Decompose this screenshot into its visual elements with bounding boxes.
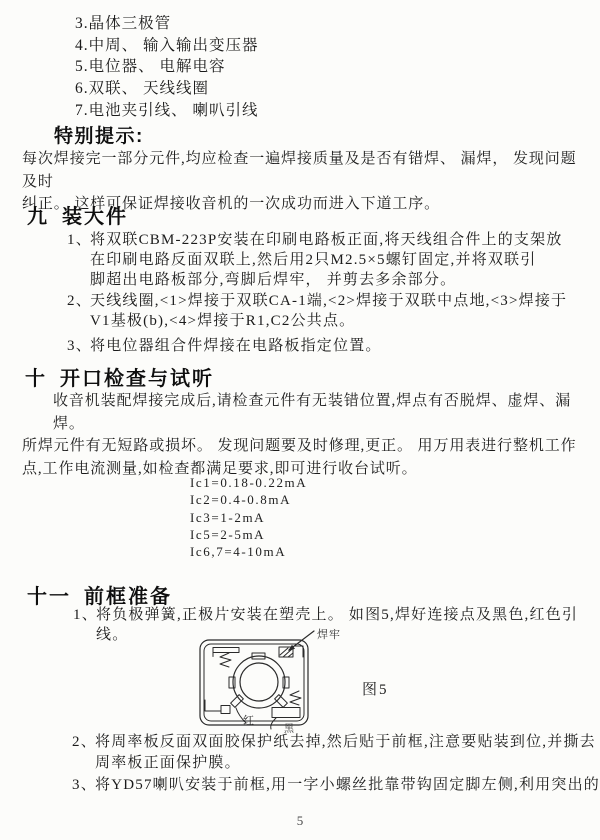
section10-title: 开口检查与试听: [60, 368, 214, 390]
section9-title: 装大件: [62, 206, 128, 228]
item-marker: 1、: [67, 232, 92, 248]
item-line: 将电位器组合件焊接在电路板指定位置。: [90, 338, 382, 355]
list-item: 7.电池夹引线、 喇叭引线: [75, 101, 259, 119]
item-text: [90, 230, 563, 291]
paragraph-line: 纠正。 这样可保证焊接收音机的一次成功而进入下道工序。: [22, 196, 441, 212]
spring-symbol-right: [290, 691, 301, 705]
black-lead-wire: [271, 718, 276, 729]
item-marker: 2、: [67, 292, 92, 309]
item-line: 脚超出电路板部分,弯脚后焊牢， 并剪去多余部分。: [90, 272, 457, 289]
item-line: 周率板正面保护膜。: [95, 755, 241, 771]
section9-list: [67, 230, 567, 356]
section9-heading: [27, 200, 128, 229]
list-item: 6.双联、 天线线圈: [75, 80, 210, 98]
list-item: 3.晶体三极管: [75, 15, 172, 32]
section11-number: 十一: [27, 586, 71, 608]
figure-label-black-wire: 黑: [284, 724, 294, 735]
bottom-left-contact: [205, 700, 230, 714]
item-line: 将YD57喇叭安装于前框,用一字小螺丝批靠带钩固定脚左侧,利用突出的: [95, 777, 600, 793]
section9-number: 九: [27, 206, 49, 228]
item-line: 将负极弹簧,正极片安装在塑壳上。 如图5,焊好连接点及黑色,红色引线。: [96, 607, 579, 643]
item-line: 将周率板反面双面胶保护纸去掉,然后贴于前框,注意要贴装到位,并撕去: [95, 734, 596, 750]
list-item: 5.电位器、 电解电容: [75, 58, 226, 76]
item-text: [95, 732, 596, 774]
section11-title: 前框准备: [84, 586, 172, 608]
item-line: 将双联CBM-223P安装在印刷电路板正面,将天线组合件上的支架放: [90, 232, 563, 248]
paragraph-line: 每次焊接完一部分元件,均应检查一遍焊接质量及是否有错焊、 漏焊， 发现问题及时: [22, 151, 577, 190]
ic-value: Ic6,7=4-10mA: [190, 544, 287, 560]
list-item: [67, 291, 567, 331]
paragraph-line: 点,工作电流测量,如检查都满足要求,即可进行收台试听。: [22, 460, 418, 477]
paragraph-line: 收音机装配焊接完成后,请检查元件有无装错位置,焊点有否脱焊、虚焊、漏焊。: [53, 393, 572, 432]
list-item: [72, 775, 600, 796]
figure-label-red-wire: 红: [243, 715, 254, 727]
item-text: [90, 336, 382, 356]
ic-value: Ic2=0.4-0.8mA: [190, 492, 292, 508]
list-item: [72, 732, 600, 774]
battery-contact-top-bar: [213, 648, 239, 657]
component-list: [75, 13, 259, 122]
item-marker: 3、: [72, 777, 97, 793]
list-item: [67, 230, 567, 291]
item-text: [95, 775, 600, 796]
speaker-ring: [229, 653, 289, 708]
item-line: V1基极(b),<4>焊接于R1,C2公共点。: [90, 312, 356, 329]
section10-heading: [25, 362, 214, 391]
special-note-title: 特别提示:: [54, 126, 144, 147]
item-marker: 1、: [73, 607, 98, 623]
item-text: [90, 291, 567, 331]
list-item: [67, 336, 567, 356]
ic-value: Ic3=1-2mA: [190, 509, 266, 525]
section10-paragraph: [22, 390, 580, 480]
item-line: 天线线圈,<1>焊接于双联CA-1端,<2>焊接于双联中点地,<3>焊接于: [90, 292, 568, 309]
paragraph-line: 所焊元件有无短路或损坏。 发现问题要及时修理,更正。 用万用表进行整机工作: [22, 438, 577, 454]
figure-label-weld: 焊牢: [317, 629, 341, 641]
bottom-right-contact: [272, 708, 300, 718]
ic-value: Ic1=0.18-0.22mA: [190, 475, 308, 490]
collector-current-values: [190, 474, 307, 560]
negative-spring-symbol: [220, 653, 231, 667]
figure-caption: 图5: [362, 682, 389, 698]
callout-arrow: [288, 631, 314, 651]
item-line: 在印刷电路反面双联上,然后用2只M2.5×5螺钉固定,并将双联引: [90, 252, 537, 269]
section11-list: [72, 732, 600, 796]
list-item: 4.中周、 输入输出变压器: [75, 36, 259, 54]
section10-number: 十: [25, 368, 47, 390]
ic-value: Ic5=2-5mA: [190, 526, 266, 542]
item-marker: 2、: [72, 734, 97, 750]
page-number: 5: [296, 813, 304, 828]
item-marker: 3、: [67, 338, 92, 355]
